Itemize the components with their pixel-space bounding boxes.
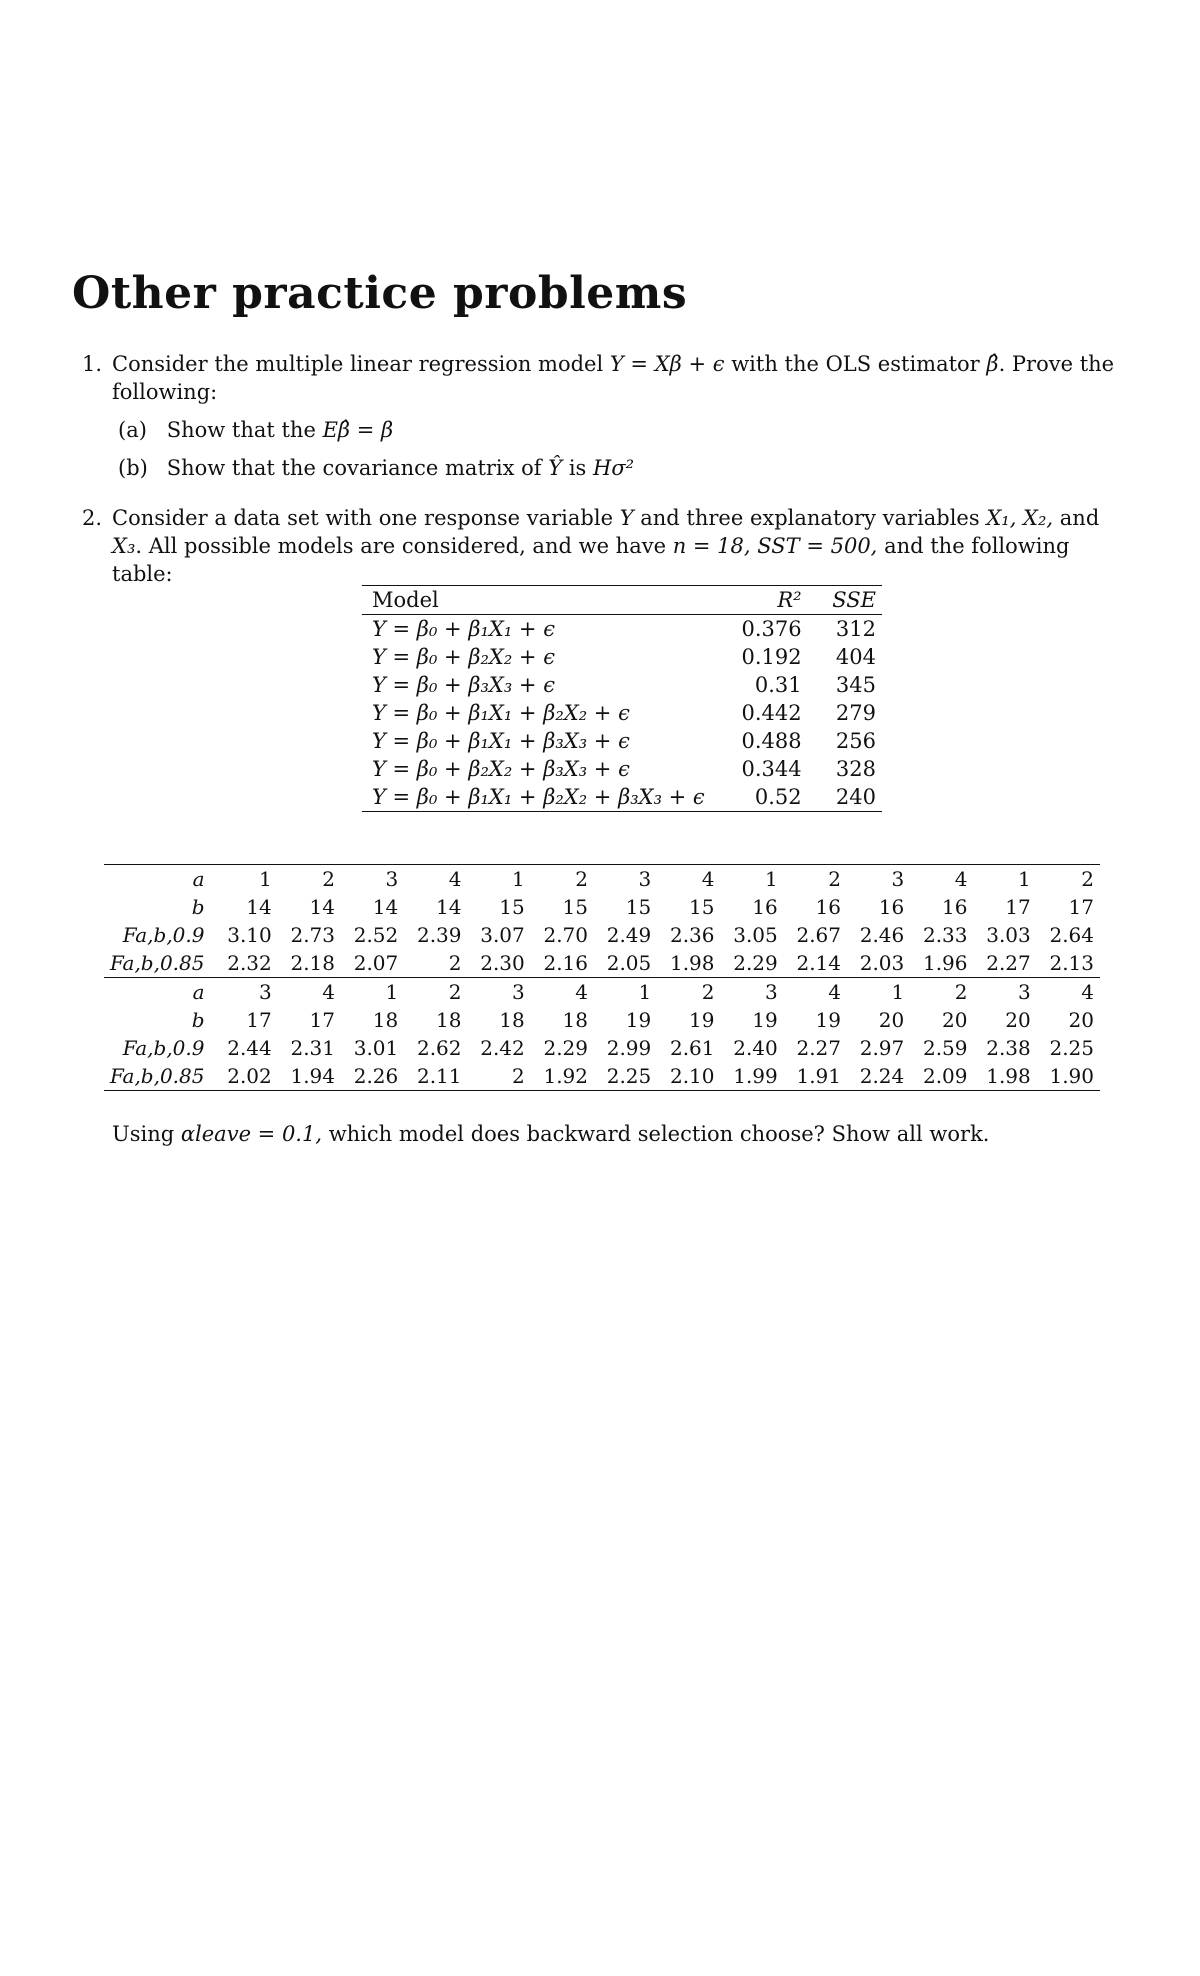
row-label: b [191,895,205,919]
row-label: Fa,b,0.9 [122,1036,205,1060]
f-table-cell: 2.16 [543,951,588,975]
f-table-cell: 20 [1005,1008,1031,1032]
f-table-cell: 2.61 [669,1036,715,1060]
f-table-cell: 4 [531,978,594,1007]
model-cell [362,615,711,644]
f-table-cell: 2.29 [733,951,778,975]
f-table-cell: 3.10 [227,923,272,947]
f-table-cell: 2.44 [227,1036,272,1060]
subpart-text: Show that the covariance matrix of [166,456,542,480]
math-expression: Hσ² [593,456,635,480]
problem-text-part: and three explanatory variables [640,506,980,530]
f-table-cell: 3 [974,978,1037,1007]
f-table-cell: 4 [784,978,847,1007]
f-table-cell: 2 [784,865,847,894]
f-table-cell: 2.32 [227,951,272,975]
model-cell [362,671,711,699]
model-formula: Y = β₀ + β₂X₂ + ϵ [372,645,555,669]
subpart-label: (a) [118,418,147,442]
math-expression: Eβ̂ = β [322,418,394,442]
math-expression: Y = Xβ + ϵ [609,352,725,376]
f-table-cell: 2 [448,951,462,975]
f-table-cell: 14 [309,895,335,919]
f-table-cell: 1.90 [1037,1062,1100,1091]
problem-text-part: Consider a data set with one response variable [112,506,614,530]
f-table-cell: 17 [246,1008,272,1032]
header-sse [808,586,882,615]
table-row [362,699,882,727]
r2-cell: 0.31 [754,673,802,697]
closing-text: which model does backward selection choose? Show all work. [328,1122,990,1146]
f-table-cell: 2.25 [1049,1036,1094,1060]
math-expression: X₁, X₂, [986,506,1054,530]
problem-text-part: and the following table: [112,534,1070,586]
f-table-cell: 2.13 [1049,951,1094,975]
f-table-cell: 1.92 [531,1062,594,1091]
f-table-cell: 4 [657,865,720,894]
f-table-cell: 14 [436,895,462,919]
f-table-cell: 2.70 [543,923,588,947]
r2-cell: 0.442 [741,701,802,725]
header-model: Model [372,588,439,612]
f-table-cell: 2.39 [416,923,462,947]
problem-text [112,504,1132,588]
subpart-text: Show that the [166,418,316,442]
f-table-cell: 1 [215,865,278,894]
table-row [362,783,882,812]
f-table-cell: 2.29 [543,1036,588,1060]
header-r2-text: R² [777,588,802,612]
closing-text: Using [112,1122,175,1146]
f-table-cell: 1 [341,978,404,1007]
problem-text-part: and [1059,506,1100,530]
model-cell [362,643,711,671]
header-r2 [711,586,808,615]
math-expression: Ŷ [548,456,563,480]
f-table-cell: 19 [815,1008,841,1032]
math-expression: β̂ [986,352,999,376]
table-row [362,671,882,699]
f-table-row-b [104,893,1100,921]
f-table-cell: 3 [341,865,404,894]
f-table-cell: 16 [878,895,905,919]
f-distribution-table [104,864,1100,1091]
f-table-row-b [104,1006,1100,1034]
f-table-cell: 2.27 [796,1036,841,1060]
row-label: Fa,b,0.85 [110,951,205,975]
f-table-cell: 15 [499,895,525,919]
row-label: a [104,865,215,894]
f-table-cell: 2.02 [215,1062,278,1091]
f-table-cell: 2.38 [986,1036,1031,1060]
f-table-cell: 20 [878,1008,905,1032]
model-cell [362,783,711,812]
problem-number: 1. [82,352,103,376]
r2-cell: 0.376 [741,617,802,641]
f-table-cell: 4 [404,865,467,894]
model-formula: Y = β₀ + β₁X₁ + β₂X₂ + ϵ [372,701,630,725]
f-table-cell: 1.98 [669,951,715,975]
f-table-cell: 18 [499,1008,525,1032]
f-table-cell: 15 [689,895,715,919]
f-table-row-f09 [104,921,1100,949]
model-formula: Y = β₀ + β₂X₂ + β₃X₃ + ϵ [372,757,630,781]
f-table-cell: 3 [847,865,910,894]
math-expression: X₃ [112,534,136,558]
subpart-b [118,454,1132,482]
math-expression: αleave = 0.1, [180,1122,323,1146]
f-table-cell: 2.67 [796,923,841,947]
f-table-cell: 15 [625,895,652,919]
f-table-cell: 2.36 [669,923,715,947]
f-table-cell: 3.07 [480,923,525,947]
f-table-cell: 17 [309,1008,335,1032]
f-table-cell: 2.46 [859,923,905,947]
problem-text-part: Consider the multiple linear regression model [112,352,604,376]
model-formula: Y = β₀ + β₁X₁ + β₃X₃ + ϵ [372,729,630,753]
f-table-cell: 2.52 [353,923,399,947]
f-table-cell: 2.42 [480,1036,525,1060]
sse-cell: 345 [835,673,876,697]
f-table-cell: 2.11 [404,1062,467,1091]
closing-question [112,1120,989,1148]
f-table-row-f085 [104,949,1100,978]
f-table-cell: 18 [562,1008,588,1032]
model-formula: Y = β₀ + β₁X₁ + β₂X₂ + β₃X₃ + ϵ [372,785,705,809]
sse-cell: 256 [835,729,876,753]
f-table-cell: 3.03 [986,923,1031,947]
r2-cell: 0.488 [741,729,802,753]
f-table-cell: 1 [721,865,784,894]
row-label: a [104,978,215,1007]
problem-1 [82,350,1132,492]
f-table-cell: 2.62 [416,1036,462,1060]
subpart-text: is [568,456,587,480]
f-table-cell: 2.05 [606,951,652,975]
f-table-cell: 2.97 [859,1036,905,1060]
f-table-cell: 2.18 [290,951,335,975]
r2-cell: 0.344 [741,757,802,781]
f-table-cell: 20 [1068,1008,1094,1032]
f-table-cell: 1 [594,978,657,1007]
f-table-cell: 2.99 [606,1036,652,1060]
f-table-row-f09 [104,1034,1100,1062]
row-label: b [191,1008,205,1032]
table-row [362,727,882,755]
sse-cell: 404 [835,645,876,669]
model-cell [362,755,711,783]
table-row [362,615,882,644]
row-label: Fa,b,0.85 [104,1062,215,1091]
problem-2 [82,504,1132,588]
f-table-cell: 2 [531,865,594,894]
f-table-row-f085 [104,1062,1100,1091]
f-table-cell: 15 [562,895,588,919]
f-table-cell: 2.26 [341,1062,404,1091]
f-table-cell: 14 [372,895,399,919]
sse-cell: 279 [835,701,876,725]
f-table-cell: 2 [657,978,720,1007]
sse-cell: 328 [835,757,876,781]
model-comparison-table [362,585,882,812]
f-table-cell: 1 [468,865,531,894]
math-expression: n = 18, SST = 500, [672,534,878,558]
f-table-cell: 3 [215,978,278,1007]
f-table-cell: 20 [942,1008,968,1032]
f-table-cell: 1.94 [278,1062,341,1091]
f-table-cell: 2 [910,978,973,1007]
model-cell [362,699,711,727]
model-formula: Y = β₀ + β₁X₁ + ϵ [372,617,555,641]
f-table-cell: 16 [942,895,968,919]
subpart-label: (b) [118,456,148,480]
f-table-cell: 3.01 [353,1036,399,1060]
f-table-cell: 2 [1037,865,1100,894]
f-table-cell: 4 [1037,978,1100,1007]
f-table-cell: 16 [752,895,778,919]
f-table-cell: 1.98 [974,1062,1037,1091]
f-table-cell: 18 [372,1008,399,1032]
f-table-cell: 1 [974,865,1037,894]
f-table-row-a [104,978,1100,1007]
f-table-cell: 2.49 [606,923,652,947]
table-row [362,643,882,671]
f-table-cell: 3 [468,978,531,1007]
problem-text-part: . All possible models are considered, and we have [135,534,667,558]
f-table-row-a [104,865,1100,894]
sse-cell: 240 [835,785,876,809]
sse-cell: 312 [835,617,876,641]
f-table-cell: 2.10 [657,1062,720,1091]
f-table-cell: 3 [721,978,784,1007]
row-label: Fa,b,0.9 [122,923,205,947]
f-table-cell: 19 [689,1008,715,1032]
f-table-cell: 2.27 [986,951,1031,975]
f-table-cell: 4 [278,978,341,1007]
problem-number: 2. [82,506,103,530]
f-table-cell: 2.07 [353,951,399,975]
f-table-cell: 2 [278,865,341,894]
section-title: Other practice problems [72,268,688,319]
f-table-cell: 2 [404,978,467,1007]
f-table-cell: 16 [815,895,841,919]
f-table-cell: 2.30 [480,951,525,975]
f-table-cell: 4 [910,865,973,894]
f-table-cell: 2.64 [1049,923,1094,947]
f-table-cell: 2.14 [796,951,841,975]
problem-text [112,350,1132,406]
subparts-list [118,416,1132,482]
f-table-cell: 1.96 [922,951,968,975]
problem-text-part: . Prove the following: [112,352,1115,404]
f-table-cell: 1.91 [784,1062,847,1091]
f-table-cell: 2.25 [594,1062,657,1091]
f-table-cell: 2 [468,1062,531,1091]
table-row [362,755,882,783]
f-table-cell: 3 [594,865,657,894]
subpart-a [118,416,1132,444]
f-table-cell: 2.09 [910,1062,973,1091]
f-table-cell: 19 [752,1008,778,1032]
f-table-cell: 17 [1005,895,1031,919]
f-table-cell: 2.31 [290,1036,335,1060]
model-formula: Y = β₀ + β₃X₃ + ϵ [372,673,555,697]
f-table-cell: 3.05 [733,923,778,947]
f-table-cell: 2.33 [922,923,968,947]
model-cell [362,727,711,755]
f-table-cell: 2.24 [847,1062,910,1091]
f-table-cell: 2.73 [290,923,335,947]
r2-cell: 0.192 [741,645,802,669]
f-table-cell: 2.59 [922,1036,968,1060]
f-table-cell: 14 [246,895,272,919]
f-table-cell: 18 [436,1008,462,1032]
problem-text-part: with the OLS estimator [731,352,980,376]
header-sse-text: SSE [832,588,876,612]
f-table-cell: 1 [847,978,910,1007]
f-table-cell: 19 [625,1008,652,1032]
f-table-cell: 1.99 [721,1062,784,1091]
math-expression: Y [619,506,634,530]
table-header-row [362,586,882,615]
f-table-cell: 2.40 [733,1036,778,1060]
r2-cell: 0.52 [754,785,802,809]
f-table-cell: 2.03 [859,951,905,975]
f-table-cell: 17 [1068,895,1094,919]
